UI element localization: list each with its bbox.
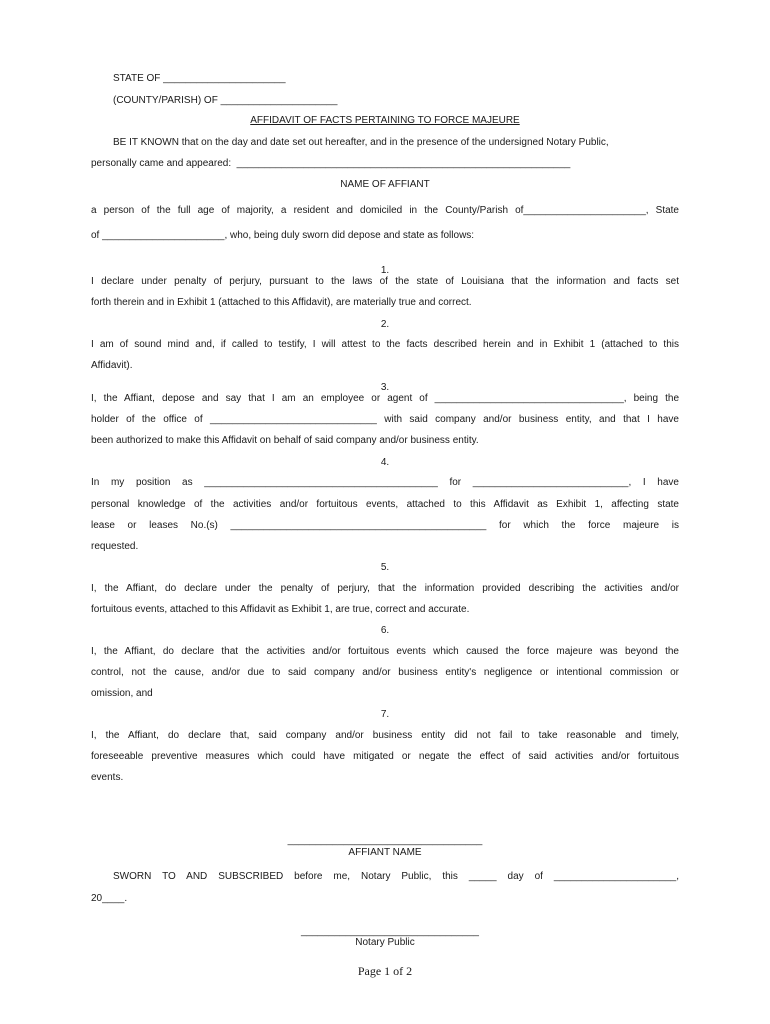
- section-3-line-2: holder of the office of ______________________________ with said company and/or business entity, and that I have: [91, 414, 679, 425]
- page-number: Page 1 of 2: [357, 964, 413, 978]
- section-6-line-2: control, not the cause, and/or due to said company and/or business entity's negligence or intentional commission or: [91, 667, 679, 678]
- sworn-year-line: 20____.: [91, 893, 128, 904]
- section-4-line-1: In my position as __________________________________________ for ____________________________, I have: [91, 477, 679, 488]
- section-4-line-2: personal knowledge of the activities and/or fortuitous events, attached to this Affidavit as Exhibit 1, affecting state: [91, 499, 679, 510]
- state-line: STATE OF ______________________: [113, 73, 286, 84]
- section-2-line-1: I am of sound mind and, if called to testify, I will attest to the facts described herein and in Exhibit 1 (attached to this: [91, 339, 679, 350]
- section-5-line-2: fortuitous events, attached to this Affidavit as Exhibit 1, are true, correct and accurate.: [91, 604, 470, 615]
- section-2-line-2: Affidavit).: [91, 360, 133, 371]
- section-number-2: 2.: [380, 319, 390, 330]
- affiant-signature-line: ___________________________________: [287, 835, 483, 846]
- section-1-line-2: forth therein and in Exhibit 1 (attached to this Affidavit), are materially true and correct.: [91, 297, 472, 308]
- intro-line-2: personally came and appeared: ____________________________________________________________: [91, 158, 571, 169]
- section-6-line-3: omission, and: [91, 688, 153, 699]
- section-7-line-3: events.: [91, 772, 124, 783]
- section-number-5: 5.: [380, 562, 390, 573]
- intro-line-4: of ______________________, who, being duly sworn did depose and state as follows:: [91, 230, 475, 241]
- section-4-line-4: requested.: [91, 541, 139, 552]
- section-4-line-3: lease or leases No.(s) ______________________________________________ for which the force majeure is: [91, 520, 679, 531]
- section-3-line-3: been authorized to make this Affidavit on behalf of said company and/or business entity.: [91, 435, 479, 446]
- document-title: AFFIDAVIT OF FACTS PERTAINING TO FORCE MAJEURE: [250, 115, 520, 126]
- section-1-line-1: I declare under penalty of perjury, pursuant to the laws of the state of Louisiana that the information and facts set: [91, 276, 679, 287]
- section-number-4: 4.: [380, 457, 390, 468]
- affiant-name-label: AFFIANT NAME: [348, 847, 422, 858]
- sworn-subscribed-line: SWORN TO AND SUBSCRIBED before me, Notary Public, this _____ day of ______________________,: [113, 871, 679, 882]
- section-6-line-1: I, the Affiant, do declare that the activities and/or fortuitous events which caused the force majeure was beyond the: [91, 646, 679, 657]
- section-number-7: 7.: [380, 709, 390, 720]
- notary-signature-line: ________________________________: [301, 926, 479, 937]
- intro-line-1: BE IT KNOWN that on the day and date set out hereafter, and in the presence of the undersigned Notary Public,: [113, 137, 609, 148]
- intro-line-3: a person of the full age of majority, a resident and domiciled in the County/Parish of______________________, State: [91, 205, 679, 216]
- affiant-name-caption: NAME OF AFFIANT: [340, 179, 430, 190]
- section-number-6: 6.: [380, 625, 390, 636]
- notary-public-label: Notary Public: [355, 937, 415, 948]
- section-number-3: 3.: [380, 382, 390, 393]
- section-3-line-1: I, the Affiant, depose and say that I am an employee or agent of __________________________________, being the: [91, 393, 679, 404]
- section-7-line-1: I, the Affiant, do declare that, said company and/or business entity did not fail to take reasonable and timely,: [91, 730, 679, 741]
- section-5-line-1: I, the Affiant, do declare under the penalty of perjury, that the information provided describing the activities and/or: [91, 583, 679, 594]
- section-7-line-2: foreseeable preventive measures which could have mitigated or negate the effect of said activities and/or fortuitous: [91, 751, 679, 762]
- section-number-1: 1.: [380, 265, 390, 276]
- county-parish-line: (COUNTY/PARISH) OF _____________________: [113, 95, 338, 106]
